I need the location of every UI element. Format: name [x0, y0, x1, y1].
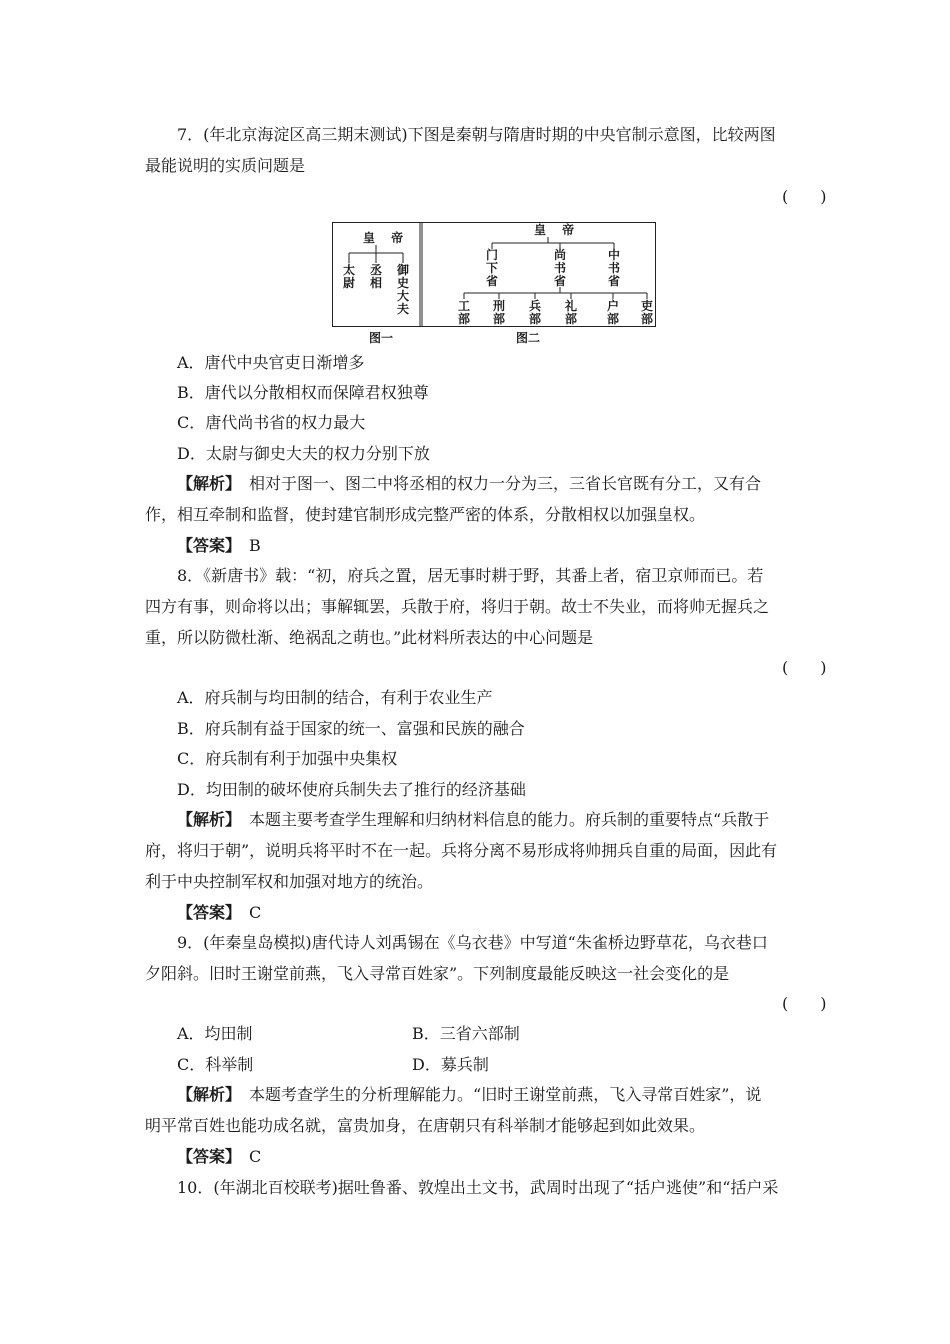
q8-option-c: C．府兵制有利于加强中央集权 [177, 749, 398, 768]
q7-stem-line1: 7．(年北京海淀区高三期末测试)下图是秦朝与隋唐时期的中央官制示意图，比较两图 [177, 125, 776, 144]
q8-option-a: A．府兵制与均田制的结合，有利于农业生产 [177, 688, 493, 707]
fig2-gongbu-label: 工部 [457, 299, 470, 326]
q8-stem-line3: 重，所以防微杜渐、绝祸乱之萌也。”此材料所表达的中心问题是 [145, 628, 594, 647]
q9-analysis-text: 本题考查学生的分析理解能力。“旧时王谢堂前燕，飞入寻常百姓家”，说 [233, 1085, 762, 1104]
q9-option-a: A．均田制 [177, 1024, 253, 1043]
fig2-libu-personnel-label: 吏部 [640, 299, 653, 326]
q7-answer-line [177, 535, 837, 557]
q9-answer-blank: ( ) [782, 994, 827, 1013]
q9-option-b: B．三省六部制 [412, 1024, 520, 1043]
fig2-menxia-label: 门下省 [485, 248, 498, 288]
q8-analysis-label: 【解析】 [177, 810, 234, 829]
q9-analysis-line2: 明平常百姓也能功成名就，富贵加身，在唐朝只有科举制才能够起到如此效果。 [145, 1116, 706, 1135]
q8-answer-label: 【答案】 [177, 903, 234, 922]
q7-option-d: D．太尉与御史大夫的权力分别下放 [177, 444, 430, 463]
q7-stem-line2: 最能说明的实质问题是 [145, 156, 306, 175]
q9-answer-value: C [233, 1147, 262, 1166]
q7-analysis-label: 【解析】 [177, 474, 234, 493]
q7-option-c: C．唐代尚书省的权力最大 [177, 413, 366, 432]
q9-analysis-line1 [177, 1084, 837, 1106]
q7-answer-label: 【答案】 [177, 536, 234, 555]
fig1-caption: 图一 [369, 331, 394, 345]
fig1-chengxiang-label: 丞相 [369, 263, 382, 290]
fig1-emperor-label: 皇 帝 [363, 231, 410, 245]
fig2-emperor-label: 皇 帝 [534, 223, 581, 237]
q8-answer-line [177, 902, 837, 924]
fig2-xingbu-label: 刑部 [492, 299, 505, 326]
q9-analysis-label: 【解析】 [177, 1085, 234, 1104]
q7-option-a: A．唐代中央官吏日渐增多 [177, 353, 365, 372]
q7-analysis-line1 [177, 473, 837, 495]
fig1-taiwei-label: 太尉 [342, 263, 355, 290]
fig2-shangshu-label: 尚书省 [553, 248, 566, 288]
fig2-hubu-label: 户部 [606, 299, 619, 326]
q8-analysis-text: 本题主要考查学生理解和归纳材料信息的能力。府兵制的重要特点“兵散于 [233, 810, 770, 829]
fig2-bingbu-label: 兵部 [528, 299, 541, 326]
q8-answer-blank: ( ) [782, 658, 827, 677]
fig1-yushidafu-label: 御史大夫 [396, 263, 409, 316]
q8-analysis-line2: 府，将归于朝”，说明兵将平时不在一起。兵将分离不易形成将帅拥兵自重的局面，因此有 [145, 841, 778, 860]
q9-stem-line1: 9．(年秦皇岛模拟)唐代诗人刘禹锡在《乌衣巷》中写道“朱雀桥边野草花，乌衣巷口 [177, 933, 768, 952]
q7-analysis-text: 相对于图一、图二中将丞相的权力一分为三，三省长官既有分工，又有合 [233, 474, 762, 493]
q9-option-c: C．科举制 [177, 1055, 254, 1074]
fig2-caption: 图二 [516, 331, 541, 345]
q9-stem-line2: 夕阳斜。旧时王谢堂前燕，飞入寻常百姓家”。下列制度最能反映这一社会变化的是 [145, 964, 730, 983]
fig2-zhongshu-label: 中书省 [607, 248, 620, 288]
q8-answer-value: C [233, 903, 262, 922]
q7-answer-blank: ( ) [782, 187, 827, 206]
q9-answer-label: 【答案】 [177, 1147, 234, 1166]
q7-option-b: B．唐代以分散相权而保障君权独尊 [177, 383, 429, 402]
q8-analysis-line3: 利于中央控制军权和加强对地方的统治。 [145, 872, 434, 891]
q8-analysis-line1 [177, 809, 837, 831]
q9-answer-line [177, 1146, 837, 1168]
q7-answer-value: B [233, 536, 261, 555]
q8-stem-line2: 四方有事，则命将以出；事解辄罢，兵散于府，将归于朝。故士不失业，而将帅无握兵之 [145, 597, 770, 616]
q7-analysis-line2: 作，相互牵制和监督，使封建官制形成完整严密的体系，分散相权以加强皇权。 [145, 505, 706, 524]
q10-stem-line1: 10．(年湖北百校联考)据吐鲁番、敦煌出土文书，武周时出现了“括户逃使”和“括户采 [177, 1178, 779, 1197]
fig2-libu-label: 礼部 [564, 299, 577, 326]
q8-option-b: B．府兵制有益于国家的统一、富强和民族的融合 [177, 719, 525, 738]
q8-option-d: D．均田制的破坏使府兵制失去了推行的经济基础 [177, 780, 526, 799]
q7-official-system-diagram [332, 222, 656, 327]
q9-option-d: D．募兵制 [412, 1055, 489, 1074]
q8-stem-line1: 8．《新唐书》载：“初，府兵之置，居无事时耕于野，其番上者，宿卫京师而已。若 [177, 566, 764, 585]
